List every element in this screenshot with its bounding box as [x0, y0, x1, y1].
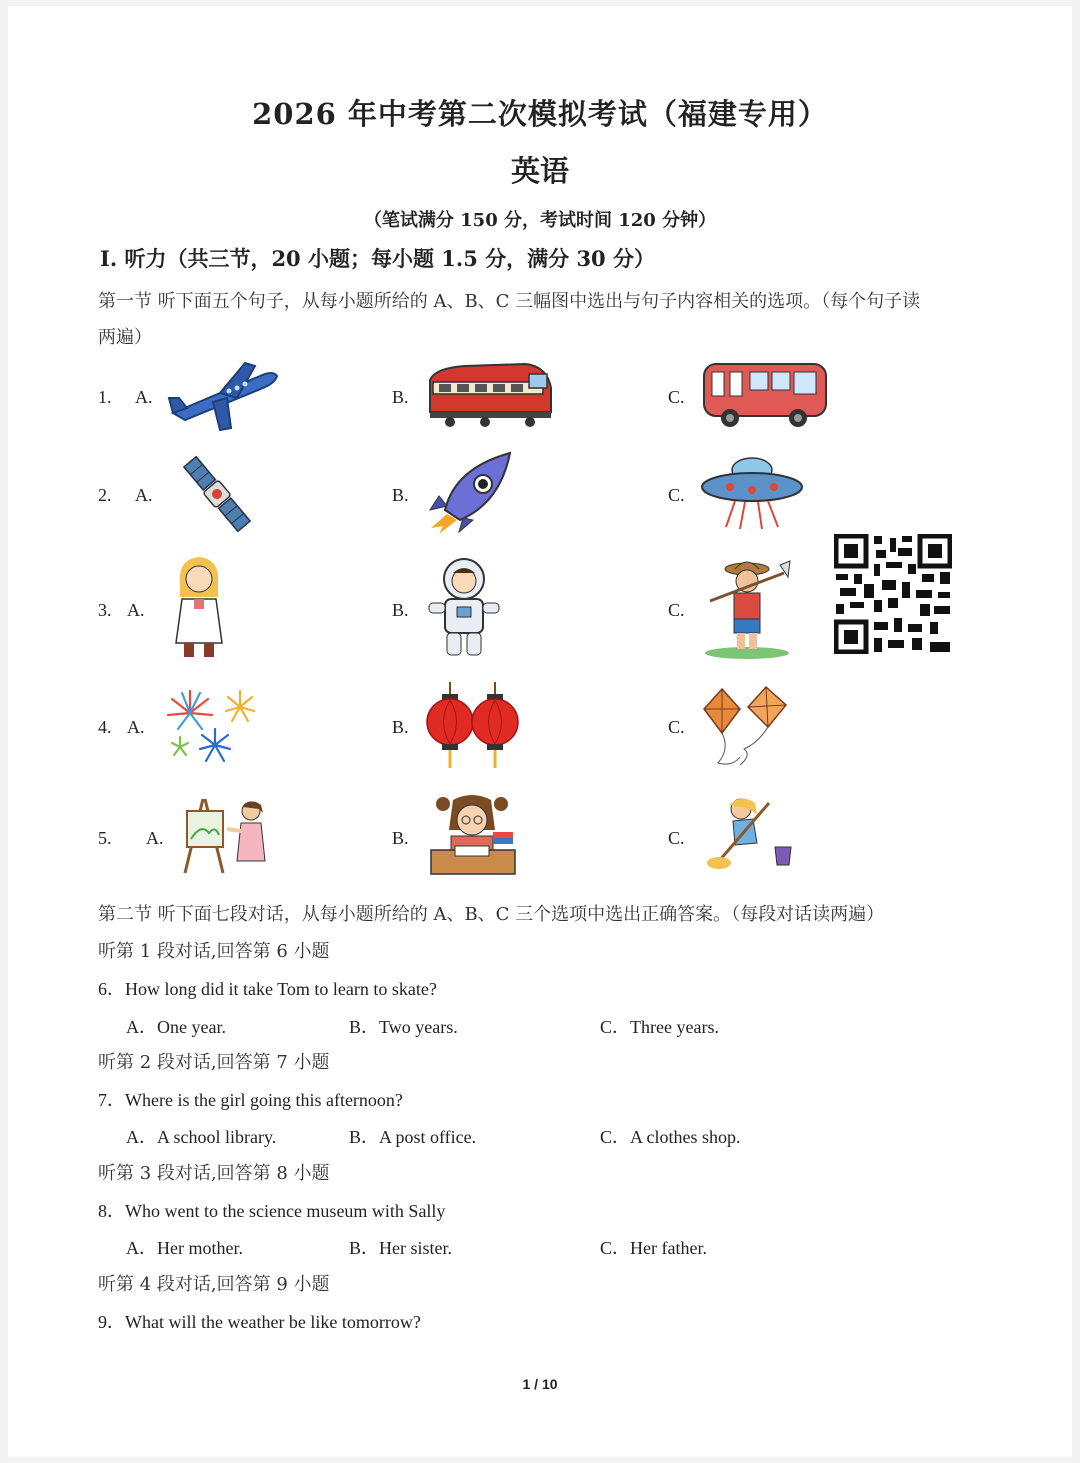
- question-number: 2.: [98, 485, 112, 505]
- option-c-label: C.: [668, 600, 685, 620]
- option-c-label: C.: [668, 717, 685, 737]
- option-a-label: A.: [135, 485, 153, 505]
- lanterns-icon: [425, 680, 520, 772]
- option-b-label: B.: [392, 387, 409, 407]
- dialogue-intro: 听第 3 段对话,回答第 8 小题: [98, 1163, 330, 1184]
- fireworks-icon: [160, 685, 260, 770]
- farmer-icon: [702, 553, 792, 661]
- question-number: 4.: [98, 717, 112, 737]
- question-text: 6．How long did it take Tom to learn to skate?: [98, 979, 437, 999]
- dialogue-intro: 听第 1 段对话,回答第 6 小题: [98, 941, 330, 962]
- answer-option-a[interactable]: A．A school library.: [126, 1127, 277, 1147]
- doctor-icon: [168, 553, 230, 661]
- subject-title: 英语: [510, 154, 569, 188]
- question-number: 3.: [98, 600, 112, 620]
- answer-option-c[interactable]: C．Her father.: [600, 1238, 707, 1258]
- part2-instruction: 第二节 听下面七段对话，从每小题所给的 A、B、C 三个选项中选出正确答案。（每段对话读两遍）: [98, 904, 885, 925]
- option-c-label: C.: [668, 828, 685, 848]
- ufo-icon: [700, 455, 805, 533]
- option-b-label: B.: [392, 485, 409, 505]
- option-b-label: B.: [392, 828, 409, 848]
- rocket-icon: [425, 448, 520, 533]
- option-b-label: B.: [392, 717, 409, 737]
- option-a-label: A.: [135, 387, 153, 407]
- page-number: 1 / 10: [522, 1376, 558, 1392]
- satellite-icon: [175, 448, 260, 540]
- answer-option-c[interactable]: C．Three years.: [600, 1017, 719, 1037]
- score-info: （笔试满分 150 分，考试时间 120 分钟）: [363, 210, 717, 231]
- part1-instruction: 第一节 听下面五个句子，从每小题所给的 A、B、C 三幅图中选出与句子内容相关的选项。（每个句子读: [98, 291, 921, 312]
- question-number: 5.: [98, 828, 112, 848]
- option-c-label: C.: [668, 485, 685, 505]
- question-text: 7．Where is the girl going this afternoon?: [98, 1090, 403, 1110]
- option-a-label: A.: [146, 828, 164, 848]
- question-number: 1.: [98, 387, 112, 407]
- answer-option-a[interactable]: A．Her mother.: [126, 1238, 243, 1258]
- answer-option-b[interactable]: B．Two years.: [349, 1017, 458, 1037]
- painting-icon: [175, 795, 270, 875]
- option-a-label: A.: [127, 600, 145, 620]
- answer-option-a[interactable]: A．One year.: [126, 1017, 226, 1037]
- option-c-label: C.: [668, 387, 685, 407]
- mopping-icon: [705, 795, 797, 873]
- answer-option-b[interactable]: B．A post office.: [349, 1127, 477, 1147]
- part1-instruction-cont: 两遍）: [98, 327, 152, 348]
- option-b-label: B.: [392, 600, 409, 620]
- reading-icon: [425, 790, 520, 882]
- answer-option-b[interactable]: B．Her sister.: [349, 1238, 452, 1258]
- option-a-label: A.: [127, 717, 145, 737]
- kites-icon: [700, 683, 792, 771]
- astronaut-icon: [425, 555, 503, 659]
- question-text: 9．What will the weather be like tomorrow?: [98, 1312, 421, 1332]
- page-title: 2026 年中考第二次模拟考试（福建专用）: [252, 97, 828, 131]
- bus-icon: [700, 360, 830, 430]
- train-icon: [425, 360, 555, 430]
- answer-option-c[interactable]: C．A clothes shop.: [600, 1127, 741, 1147]
- section-heading: Ⅰ. 听力（共三节，20 小题；每小题 1.5 分，满分 30 分）: [100, 246, 655, 271]
- dialogue-intro: 听第 4 段对话,回答第 9 小题: [98, 1274, 330, 1295]
- dialogue-intro: 听第 2 段对话,回答第 7 小题: [98, 1052, 330, 1073]
- qr-code-icon: [834, 534, 952, 654]
- question-text: 8．Who went to the science museum with Sally: [98, 1201, 446, 1221]
- airplane-icon: [165, 358, 280, 433]
